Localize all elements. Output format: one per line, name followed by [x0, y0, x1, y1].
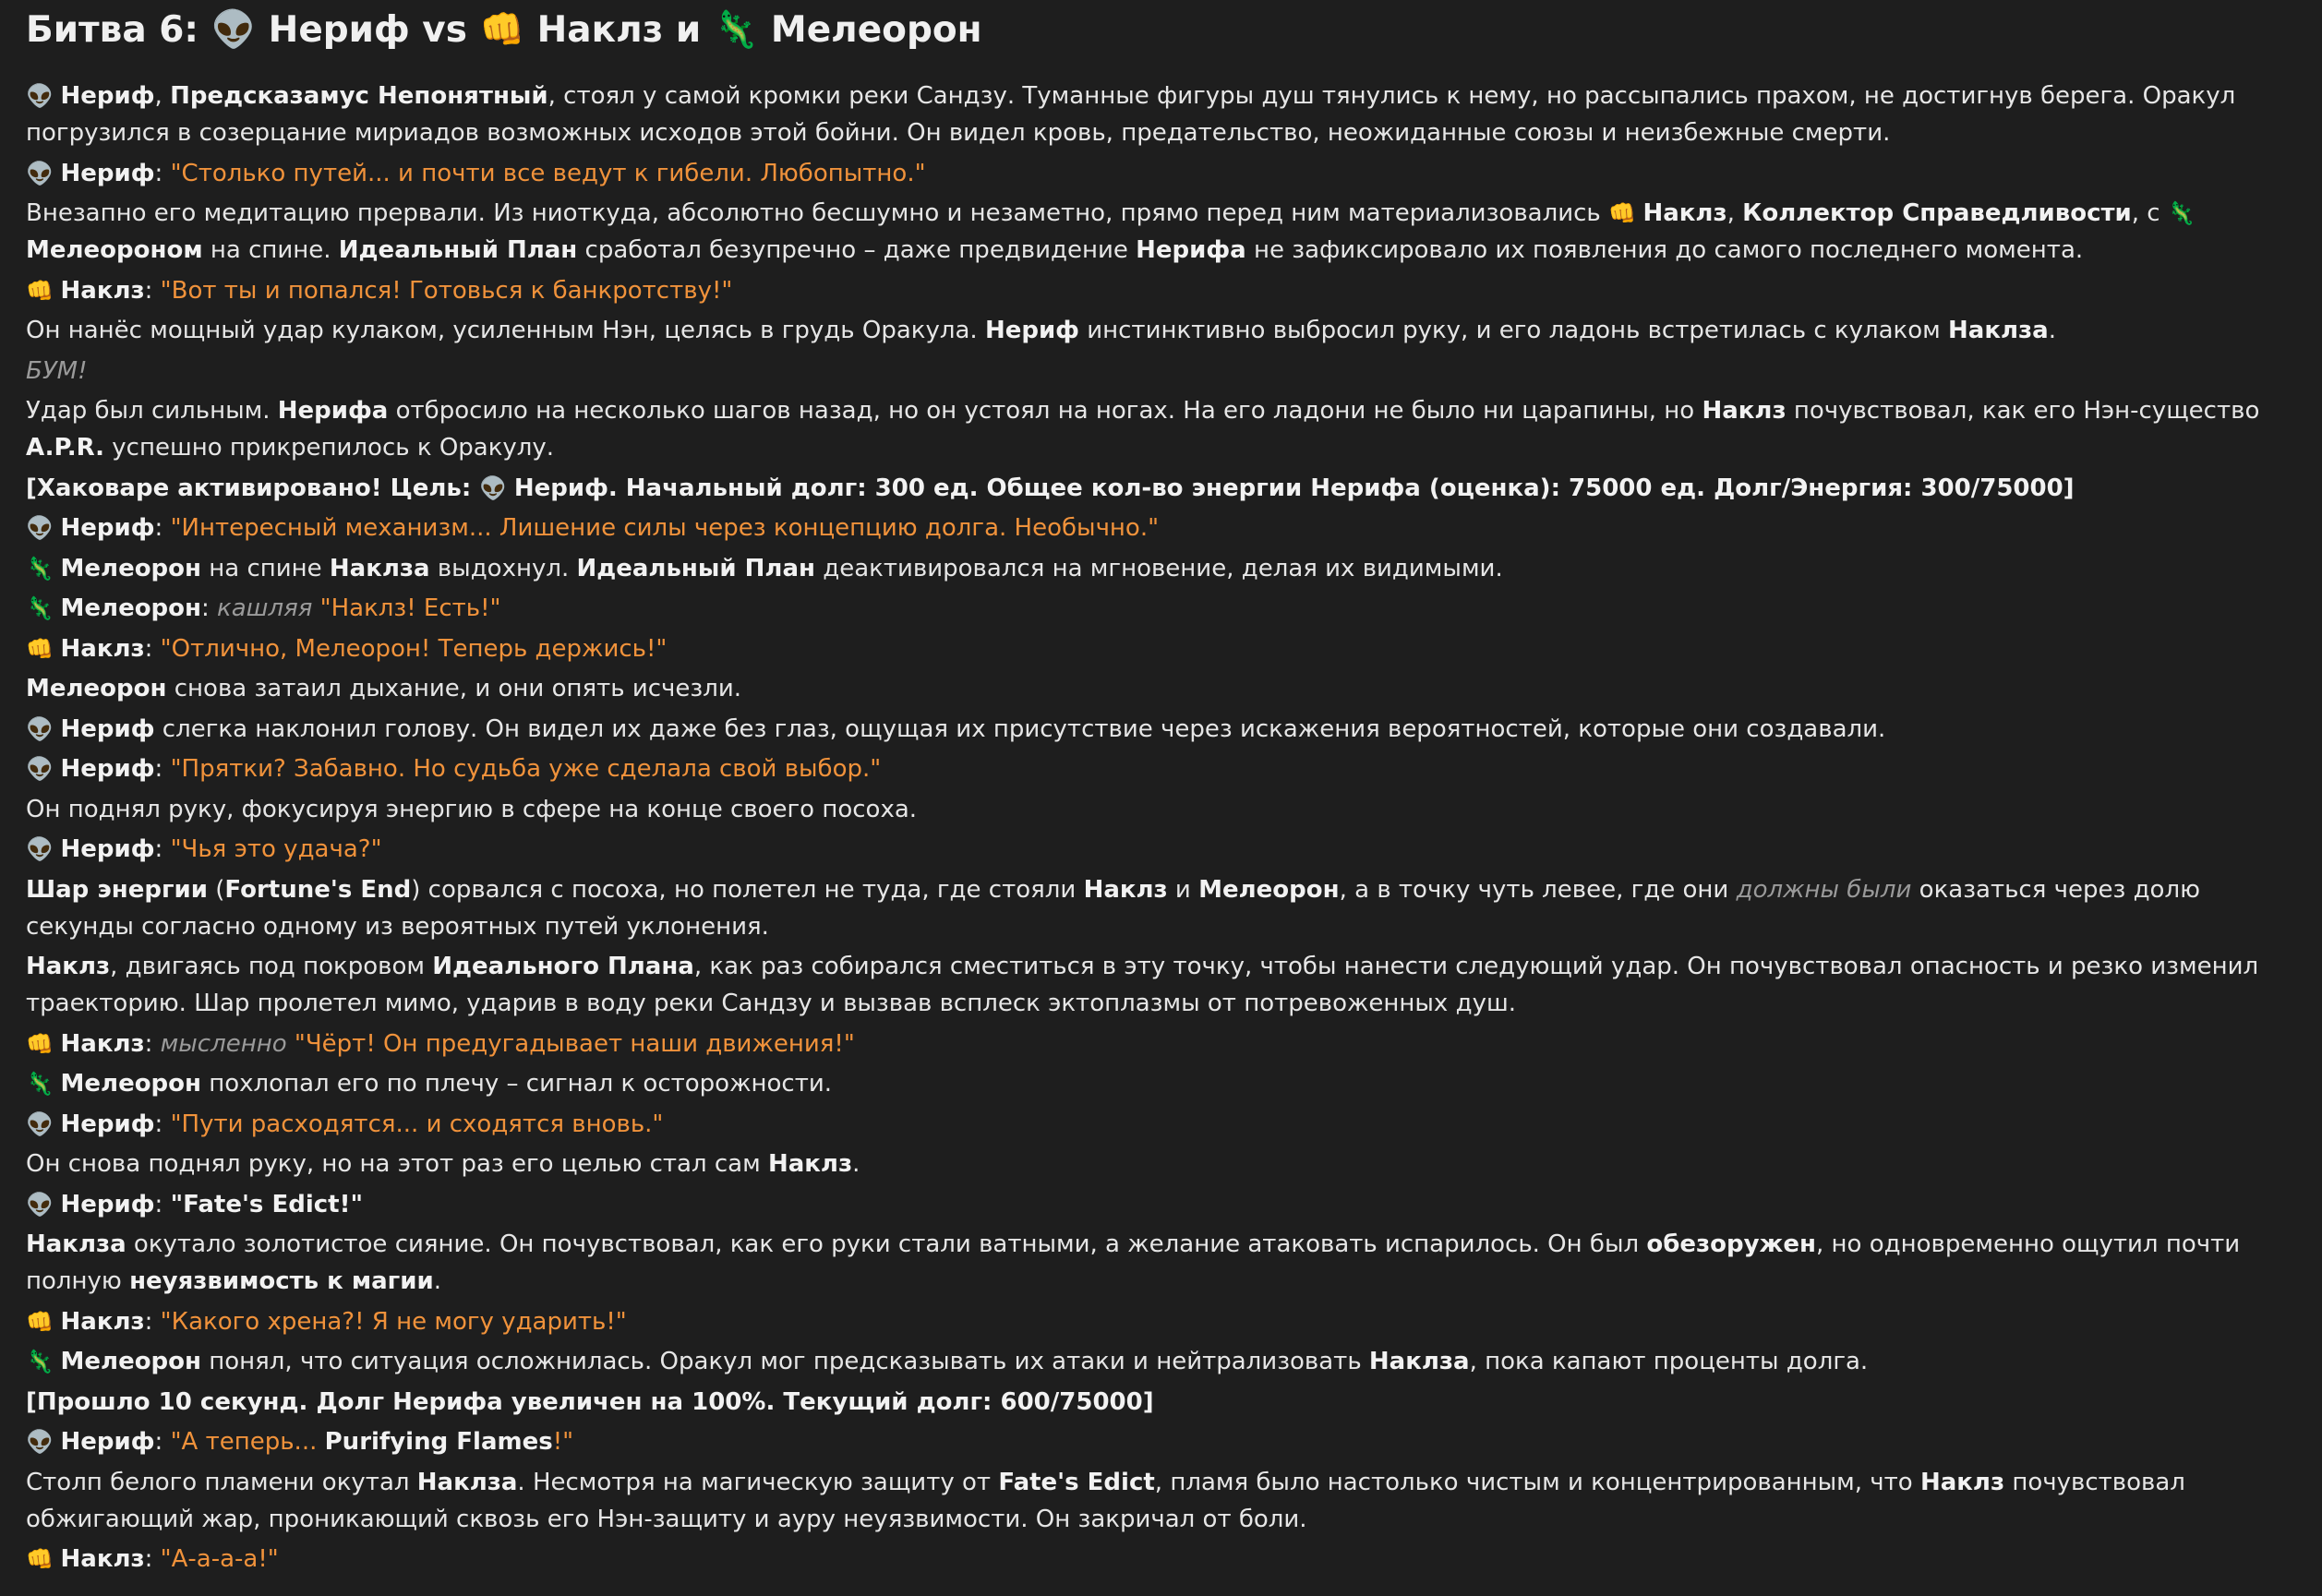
- quote-text: "Fate's Edict!": [170, 1190, 363, 1218]
- plain-text: , как раз собирался сместиться в эту точку, чтобы нанести следующий удар. Он почувствовал опасность и резко изменил траекторию. Шар пролетел мимо, ударив в воду реки Сандзу и вызвав всплеск эктоплазмы от потревоженных душ.: [26, 953, 2259, 1017]
- quote-text: Purifying Flames: [324, 1428, 553, 1456]
- character-icon: 👊: [26, 635, 61, 662]
- character-icon: 👽: [26, 715, 61, 742]
- quote-text: "А-а-а-а!": [160, 1545, 279, 1573]
- plain-text: , пока капают проценты долга.: [1469, 1348, 1869, 1375]
- character-icon: 🦎: [26, 1349, 61, 1374]
- plain-text: :: [144, 634, 161, 663]
- story-line: [26, 353, 2296, 390]
- quote-text: "Чёрт! Он предугадывает наши движения!": [294, 1029, 855, 1058]
- bold-text: Коллектор Справедливости: [1742, 199, 2132, 227]
- plain-text: окутало золотистое сияние. Он почувствовал, как его руки стали ватными, а желание атаковать испарилось. Он был: [126, 1230, 1647, 1258]
- story-line: [26, 1065, 2296, 1102]
- plain-text: :: [154, 1190, 171, 1218]
- story-line: [26, 272, 2296, 309]
- plain-text: Внезапно его медитацию прервали. Из ниоткуда, абсолютно бесшумно и незаметно, прямо перед ним материализовались: [26, 199, 1608, 227]
- story-line: [26, 630, 2296, 667]
- story-line: [26, 948, 2296, 1022]
- plain-text: :: [154, 1428, 171, 1456]
- character-icon: 👊: [26, 1546, 61, 1572]
- plain-text: , двигаясь под покровом: [110, 953, 433, 980]
- story-line: [26, 510, 2296, 546]
- bold-text: Идеального Плана: [432, 953, 694, 980]
- plain-text: [312, 594, 319, 622]
- quote-text: "Интересный механизм... Лишение силы через концепцию долга. Необычно.": [170, 514, 1160, 542]
- bold-text: Нерифа: [277, 397, 389, 425]
- bold-text: Наклз: [60, 276, 145, 305]
- plain-text: (: [207, 875, 225, 904]
- bold-text: неуязвимость к магии: [129, 1267, 434, 1295]
- bold-text: Мелеорон: [60, 1070, 201, 1098]
- plain-text: :: [144, 1545, 161, 1573]
- plain-text: Столп белого пламени окутал: [26, 1468, 417, 1496]
- bold-text: Мелеорон: [1198, 875, 1340, 904]
- character-icon: 👽: [479, 474, 514, 501]
- story-line: [26, 1026, 2296, 1062]
- plain-text: Удар был сильным.: [26, 397, 278, 425]
- plain-text: почувствовал, как его Нэн-существо: [1786, 397, 2260, 425]
- character-icon: 👽: [26, 1191, 61, 1218]
- plain-text: :: [154, 835, 171, 863]
- plain-text: . Несмотря на магическую защиту от: [517, 1468, 999, 1496]
- bold-text: Наклз: [1083, 875, 1168, 904]
- italic-text: должны были: [1736, 875, 1912, 904]
- plain-text: :: [144, 1029, 161, 1058]
- story-line: [26, 831, 2296, 868]
- bold-text: Нериф: [60, 755, 155, 783]
- bold-text: Нериф: [60, 1428, 155, 1456]
- quote-text: "Столько путей... и почти все ведут к гибели. Любопытно.": [170, 159, 926, 187]
- plain-text: :: [154, 514, 171, 542]
- plain-text: снова затаил дыхание, и они опять исчезли.: [166, 675, 741, 702]
- character-icon: 🦎: [26, 1071, 61, 1097]
- character-icon: 👽: [26, 83, 61, 109]
- character-icon: 🦎: [26, 555, 61, 582]
- character-icon: 👽: [26, 1429, 61, 1455]
- plain-text: ,: [154, 82, 171, 110]
- plain-text: оказаться через долю секунды согласно одному из вероятных путей уклонения.: [26, 875, 2200, 941]
- plain-text: Он нанёс мощный удар кулаком, усиленным Нэн, целясь в грудь Оракула.: [26, 317, 985, 344]
- story-line: [26, 1541, 2296, 1578]
- quote-text: "А теперь...: [170, 1428, 325, 1456]
- plain-text: ,: [1726, 199, 1743, 227]
- bold-text: Fate's Edict: [998, 1468, 1155, 1496]
- story-line: [26, 1226, 2296, 1300]
- bold-text: Идеальный План: [576, 554, 815, 582]
- quote-text: "Отлично, Мелеорон! Теперь держись!": [160, 634, 668, 663]
- character-icon: 👊: [26, 1308, 61, 1335]
- character-icon: 👊: [26, 277, 61, 304]
- story-line: [26, 312, 2296, 349]
- story-line: [26, 78, 2296, 151]
- italic-text: кашляя: [217, 594, 313, 622]
- plain-text: почувствовал обжигающий жар, проникающий сквозь его Нэн-защиту и ауру неуязвимости. Он закричал от боли.: [26, 1468, 2185, 1533]
- plain-text: , пламя было настолько чистым и концентрированным, что: [1154, 1468, 1920, 1496]
- plain-text: [287, 1030, 295, 1058]
- plain-text: успешно прикрепилось к Оракулу.: [104, 434, 555, 462]
- bold-text: Мелеорон: [26, 675, 167, 702]
- story-line: [26, 1146, 2296, 1182]
- plain-text: , стоял у самой кромки реки Сандзу. Туманные фигуры душ тянулись к нему, но рассыпались прахом, не достигнув берега. Оракул погрузился в созерцание мириадов возможных исходов этой бойни. Он видел кровь, предательство, неожиданные союзы и неизбежные смерти.: [26, 82, 2236, 147]
- plain-text: :: [201, 594, 218, 622]
- plain-text: выдохнул.: [429, 554, 577, 582]
- plain-text: Он поднял руку, фокусируя энергию в сфере на конце своего посоха.: [26, 795, 918, 823]
- bold-text: Наклза: [1368, 1348, 1470, 1375]
- bold-text: Наклз: [60, 1307, 145, 1336]
- bold-text: Fortune's End: [224, 875, 412, 904]
- bold-text: Нериф: [60, 514, 155, 542]
- quote-text: "Вот ты и попался! Готовься к банкротству!": [160, 276, 733, 305]
- character-icon: 👽: [26, 1110, 61, 1137]
- bold-text: Нерифа: [1136, 236, 1246, 264]
- plain-text: на спине: [201, 554, 330, 582]
- bold-text: [Прошло 10 секунд. Долг Нерифа увеличен на 100%. Текущий долг: 600/75000]: [26, 1387, 1154, 1416]
- story-line: [26, 750, 2296, 787]
- plain-text: инстинктивно выбросил руку, и его ладонь встретилась с кулаком: [1078, 317, 1949, 344]
- bold-text: Идеальный План: [338, 236, 578, 264]
- plain-text: на спине.: [202, 236, 339, 264]
- bold-text: Наклза: [26, 1230, 126, 1258]
- character-icon: 👽: [26, 515, 61, 541]
- bold-text: Нериф: [60, 159, 155, 187]
- quote-text: "Наклз! Есть!": [319, 594, 501, 622]
- story-line: [26, 871, 2296, 945]
- character-icon: 👊: [1607, 200, 1643, 226]
- page-title: Битва 6: 👽 Нериф vs 👊 Наклз и 🦎 Мелеорон: [26, 9, 982, 51]
- story-line: [26, 392, 2296, 466]
- plain-text: понял, что ситуация осложнилась. Оракул мог предсказывать их атаки и нейтрализовать: [201, 1348, 1369, 1375]
- story-line: [26, 1303, 2296, 1340]
- bold-text: Наклз: [767, 1150, 853, 1178]
- plain-text: Он снова поднял руку, но на этот раз его целью стал сам: [26, 1150, 768, 1178]
- bold-text: Нериф: [60, 1110, 155, 1138]
- plain-text: не зафиксировало их появления до самого последнего момента.: [1245, 236, 2084, 264]
- story-line: [26, 1106, 2296, 1143]
- bold-text: Нериф: [60, 1190, 155, 1218]
- plain-text: .: [852, 1150, 860, 1178]
- story-line: [26, 1384, 2296, 1421]
- story-line: [26, 1186, 2296, 1223]
- plain-text: :: [144, 1307, 161, 1336]
- story-line: [26, 1343, 2296, 1380]
- plain-text: , а в точку чуть левее, где они: [1339, 875, 1737, 904]
- bold-text: Нериф. Начальный долг: 300 ед. Общее кол-во энергии Нерифа (оценка): 75000 ед. Долг/Энергия: 300/75000]: [513, 474, 2075, 502]
- plain-text: похлопал его по плечу – сигнал к осторожности.: [201, 1070, 833, 1098]
- story-line: [26, 1464, 2296, 1538]
- character-icon: 🦎: [2167, 200, 2196, 226]
- plain-text: слегка наклонил голову. Он видел их даже без глаз, ощущая их присутствие через искажения вероятностей, которые они создавали.: [154, 714, 1886, 743]
- quote-text: "Какого хрена?! Я не могу ударить!": [160, 1307, 627, 1336]
- bold-text: Наклз: [1919, 1468, 2005, 1496]
- plain-text: ) сорвался с посоха, но полетел не туда, где стояли: [411, 875, 1084, 904]
- plain-text: :: [154, 1110, 171, 1138]
- bold-text: Предсказамус Непонятный: [170, 82, 548, 110]
- plain-text: :: [154, 159, 171, 187]
- bold-text: Наклз: [60, 634, 145, 663]
- bold-text: Шар энергии: [26, 875, 208, 904]
- italic-text: мысленно: [160, 1029, 287, 1058]
- plain-text: .: [433, 1267, 441, 1295]
- story-line: [26, 195, 2296, 269]
- bold-text: Нериф: [60, 835, 155, 863]
- story-line: [26, 550, 2296, 587]
- plain-text: сработал безупречно – даже предвидение: [577, 236, 1137, 264]
- story-line: [26, 1423, 2296, 1460]
- bold-text: Мелеорон: [60, 594, 201, 622]
- quote-text: "Прятки? Забавно. Но судьба уже сделала свой выбор.": [170, 755, 882, 783]
- bold-text: Наклз: [60, 1545, 145, 1573]
- bold-text: Наклз: [1642, 199, 1727, 227]
- bold-text: Наклза: [416, 1468, 518, 1496]
- story-line: [26, 791, 2296, 828]
- bold-text: Мелеорон: [60, 1348, 201, 1375]
- story-line: [26, 670, 2296, 707]
- bold-text: A.P.R.: [26, 434, 105, 462]
- plain-text: , но одновременно ощутил почти полную: [26, 1230, 2241, 1295]
- story-line: [26, 590, 2296, 627]
- quote-text: "Чья это удача?": [170, 835, 382, 863]
- story-line: [26, 470, 2296, 507]
- story-body: [26, 78, 2296, 1578]
- plain-text: :: [154, 755, 171, 783]
- character-icon: 👽: [26, 756, 61, 782]
- bold-text: [Хаковаре активировано! Цель:: [26, 474, 480, 502]
- character-icon: 🦎: [26, 595, 61, 621]
- plain-text: и: [1167, 875, 1199, 904]
- italic-text: БУМ!: [26, 356, 88, 385]
- plain-text: деактивировался на мгновение, делая их видимыми.: [814, 554, 1503, 582]
- plain-text: отбросило на несколько шагов назад, но он устоял на ногах. На его ладони не было ни царапины, но: [388, 397, 1702, 425]
- bold-text: Наклз: [1702, 397, 1787, 425]
- bold-text: Нериф: [984, 317, 1079, 344]
- quote-text: !": [552, 1428, 574, 1456]
- story-line: [26, 155, 2296, 192]
- plain-text: , с: [2131, 199, 2168, 227]
- bold-text: Наклза: [1948, 317, 2049, 344]
- bold-text: Нериф: [60, 714, 155, 743]
- character-icon: 👊: [26, 1030, 61, 1057]
- quote-text: "Пути расходятся... и сходятся вновь.": [170, 1110, 664, 1138]
- bold-text: Наклз: [26, 953, 111, 980]
- bold-text: Мелеороном: [26, 236, 203, 264]
- story-line: [26, 711, 2296, 748]
- bold-text: Наклза: [329, 554, 430, 582]
- bold-text: Наклз: [60, 1029, 145, 1058]
- character-icon: 👽: [26, 836, 61, 862]
- bold-text: обезоружен: [1646, 1230, 1817, 1258]
- bold-text: Мелеорон: [60, 554, 201, 582]
- bold-text: Нериф: [60, 82, 155, 110]
- plain-text: .: [2048, 317, 2056, 344]
- character-icon: 👽: [26, 160, 61, 186]
- plain-text: :: [144, 276, 161, 305]
